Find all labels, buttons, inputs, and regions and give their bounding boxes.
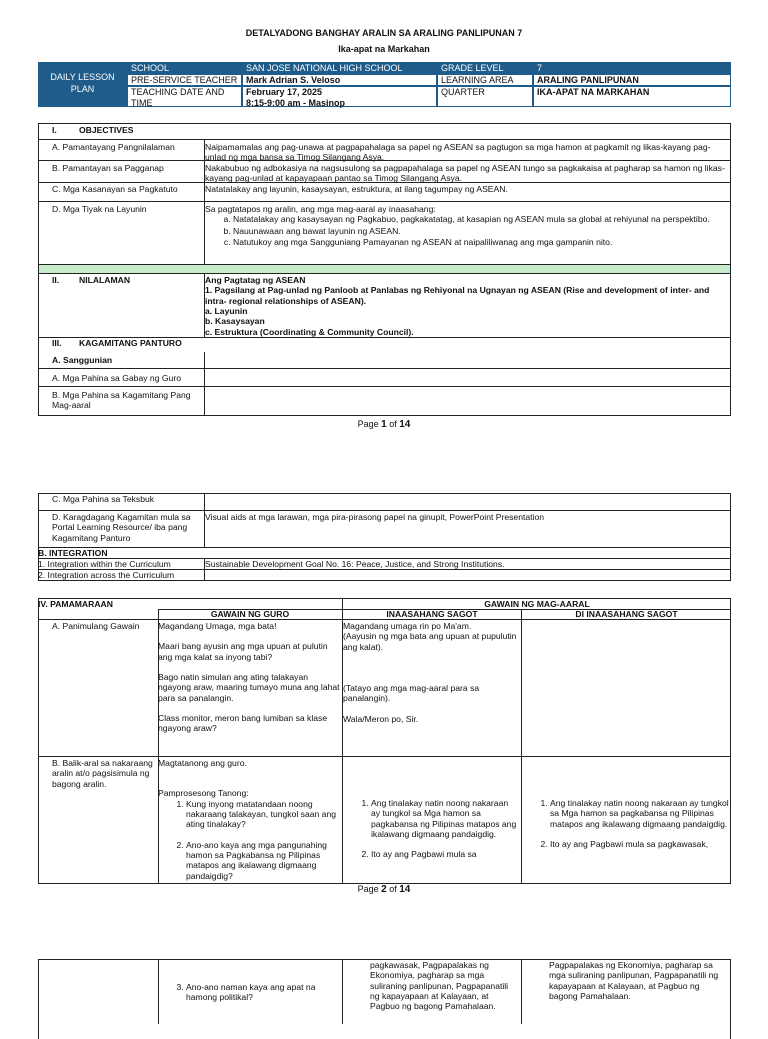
area-label: LEARNING AREA (437, 74, 533, 86)
karagdagang-label: D. Karagdagang Kagamitan mula sa Portal Learning Resource/ iba pang Kagamitang Panturo (52, 512, 191, 543)
obj-c-value: Natatalakay ang layunin, kasaysayan, estruktura, at ilang tagumpay ng ASEAN. (205, 184, 508, 194)
guro-tanong: Pamprosesong Tanong: (158, 788, 249, 799)
list-item: 2. Ano-ano kaya ang mga pangunahing hamon sa Pagkabansa ng Pilipinas matapos ang ikalawang digmaang pandaigdig? (186, 840, 341, 881)
list-item: c. Natutukoy ang mga Sangguniang Pamayanan ng ASEAN at naipaliliwanag ang mga gampanin nito. (233, 237, 727, 247)
grade-value: 7 (533, 62, 731, 74)
guro-line: Maari bang ayusin ang mga upuan at pulutin ang mga kalat sa inyong tabi? (158, 641, 328, 662)
sagot-line: Wala/Meron po, Sir. (343, 713, 419, 724)
page-total: 14 (399, 419, 411, 430)
guro-intro: Magtatanong ang guro. (158, 758, 247, 768)
page3-di: Pagpapalakas ng Ekonomiya, pagharap sa mga suliraning panlipunan, Pagpapanatili ng kapayapaan at Kalayaan, at Pagbuo ng bagong Pamahalaan. (549, 960, 719, 1001)
objectives-heading: OBJECTIVES (79, 125, 134, 135)
nilalaman-content (205, 275, 727, 337)
area-value: ARALING PANLIPUNAN (533, 74, 731, 86)
page-num: 1 (381, 419, 387, 430)
nilalaman-line4: b. Kasaysayan (205, 316, 265, 327)
nilalaman-line2: 1. Pagsilang at Pag-unlad ng Panloob at Panlabas ng Rehiyonal na Ugnayan ng ASEAN (Rise and development of inter- and intra- regional relationships of ASEAN). (205, 285, 710, 306)
panimulang-guro (158, 621, 341, 734)
objectives-num: I. (52, 125, 57, 135)
nilalaman-line3: a. Layunin (205, 305, 248, 316)
nilalaman-heading: NILALAMAN (79, 275, 131, 285)
school-value: SAN JOSE NATIONAL HIGH SCHOOL (242, 62, 437, 74)
integration-heading: B. INTEGRATION (38, 548, 108, 558)
date-value: February 17, 2025 (246, 87, 323, 97)
guro-line: Class monitor, meron bang lumiban sa klase ngayong araw? (158, 712, 328, 734)
page-of: of (386, 884, 400, 894)
nilalaman-line1: Ang Pagtatag ng ASEAN (205, 275, 306, 285)
page-of: of (386, 419, 400, 429)
doc-title: DETALYADONG BANGHAY ARALIN SA ARALING PANLIPUNAN 7 (245, 28, 523, 38)
teksbuk-label: C. Mga Pahina sa Teksbuk (52, 494, 155, 504)
list-item: 3. Ano-ano naman kaya ang apat na hamong politikal? (186, 982, 341, 1003)
date-label: TEACHING DATE AND TIME (127, 86, 242, 107)
guro-questions-cont (158, 982, 341, 1003)
teacher-value: Mark Adrian S. Veloso (242, 74, 437, 86)
page3-sagot: pagkawasak, Pagpapalakas ng Ekonomiya, pagharap sa mga suliraning panlipunan, Pagpapanatili ng kapayapaan at Kalayaan, at Pagbuo ng bagong Pamahalaan. (370, 960, 509, 1012)
obj-d-label: D. Mga Tiyak na Layunin (52, 204, 147, 214)
list-item: 2. Ito ay ang Pagbawi mula sa pagkawasak, (550, 839, 729, 849)
obj-d-intro: Sa pagtatapos ng aralin, ang mga mag-aaral ay inaasahang: (205, 204, 436, 214)
quarter-value: IKA-APAT NA MARKAHAN (533, 86, 731, 107)
guro-line: Bago natin simulan ang ating talakayan ngayong araw, maaring tumayo muna ang lahat para sa panalangin. (158, 671, 340, 703)
teacher-label: PRE-SERVICE TEACHER (127, 74, 242, 86)
sagot-line: (Tatayo ang mga mag-aaral para sa panalangin). (343, 682, 480, 704)
page-num: 2 (381, 884, 387, 895)
quarter-label: QUARTER (437, 86, 533, 107)
pamamaraan-heading: IV. PAMAMARAAN (38, 599, 113, 609)
kagamitan-label: B. Mga Pahina sa Kagamitang Pang Mag-aaral (52, 390, 191, 411)
obj-a-value: Naipamamalas ang pag-unawa at pagpapahalaga sa papel ng ASEAN sa pagtugon sa mga hamon at pagkamit ng likas-kayang pag-unlad ng mga bansa sa Timog Silangang Asya. (205, 142, 711, 163)
integration-within-label: 1. Integration within the Curriculum (38, 559, 171, 569)
kagamitan-num: III. (52, 338, 62, 348)
list-item: 1. Kung inyong matatandaan noong nakaraang talakayan, tungkol saan ang ating tinalakay? (186, 799, 341, 830)
gawain-guro-heading: GAWAIN NG GURO (210, 609, 290, 619)
list-item: 1. Ang tinalakay natin noong nakaraan ay tungkol sa Mga hamon sa pagkabansa ng Pilipinas matapos ang ikalawang digmaang pandaigdig. (550, 798, 729, 829)
obj-c-label: C. Mga Kasanayan sa Pagkatuto (52, 184, 178, 194)
obj-a-label: A. Pamantayang Pangnilalaman (52, 142, 175, 152)
panimulang-label: A. Panimulang Gawain (52, 621, 140, 631)
kagamitan-heading: KAGAMITANG PANTURO (79, 338, 182, 348)
list-item: a. Natatalakay ang kasaysayan ng Pagkabuo, pagkakatatag, at kasapian ng ASEAN mula sa global at rehiyunal na perspektibo. (233, 214, 727, 224)
obj-b-value: Nakabubuo ng adbokasiya na nagsusulong sa pagpapahalaga sa papel ng ASEAN tungo sa pagkakaisa at pagharap sa hamon ng likas-kayang pag-unlad at kapayapaan pantao sa Timog Silangang Asya. (205, 163, 725, 184)
di-list (522, 798, 729, 849)
page-number-2 (0, 884, 768, 896)
daily-lesson-plan-label (38, 62, 127, 107)
nilalaman-line5: c. Estruktura (Coordinating & Community Council). (205, 326, 414, 337)
balik-aral-sagot (343, 798, 519, 860)
nilalaman-num: II. (52, 275, 60, 285)
list-item: 2. Ito ay ang Pagbawi mula sa (371, 849, 519, 859)
inaasahang-heading: INAASAHANG SAGOT (386, 609, 478, 619)
integration-within-value: Sustainable Development Goal No. 16: Peace, Justice, and Strong Institutions. (205, 559, 505, 569)
green-divider (39, 264, 730, 273)
sanggunian-label: A. Sanggunian (52, 355, 113, 365)
balik-aral-text: B. Balik-aral sa nakaraang aralin at/o pagsisimula ng bagong aralin. (52, 758, 153, 789)
obj-d-content (205, 204, 727, 247)
date-value-cell (242, 86, 437, 107)
integration-across-label: 2. Integration across the Curriculum (38, 570, 175, 580)
sagot-line: Magandang umaga rin po Ma'am. (343, 621, 472, 631)
page-prefix: Page (357, 419, 382, 429)
panimulang-sagot (343, 621, 519, 724)
balik-aral-guro (158, 758, 341, 881)
guro-questions (158, 799, 341, 881)
balik-aral-di (522, 798, 729, 849)
list-item: b. Nauunawaan ang bawat layunin ng ASEAN. (233, 226, 727, 236)
sagot-line: (Aayusin ng mga bata ang upuan at pupulutin ang kalat). (343, 631, 517, 652)
balik-aral-label (52, 758, 157, 789)
page-prefix: Page (357, 884, 382, 894)
gawain-mag-aaral-heading: GAWAIN NG MAG-AARAL (484, 599, 590, 609)
school-label: SCHOOL (127, 62, 242, 74)
di-inaasahang-heading: DI INAASAHANG SAGOT (575, 609, 678, 619)
obj-b-label: B. Pamantayan sa Pagganap (52, 163, 164, 173)
sagot-list (343, 798, 519, 860)
page-total: 14 (399, 884, 411, 895)
grade-label: GRADE LEVEL (437, 62, 533, 74)
page-number-1 (0, 419, 768, 431)
doc-subtitle: Ika-apat na Markahan (338, 44, 430, 54)
time-value: 8:15-9:00 am - Masinop (246, 97, 346, 108)
page3-guro (158, 982, 341, 1003)
daily-lesson-plan-text: DAILY LESSON PLAN (50, 72, 115, 94)
karagdagang-value: Visual aids at mga larawan, mga pira-pirasong papel na ginupit, PowerPoint Presentation (205, 512, 545, 522)
guro-line: Magandang Umaga, mga bata! (158, 621, 277, 631)
list-item: 1. Ang tinalakay natin noong nakaraan ay tungkol sa Mga hamon sa pagkabansa ng Pilipinas matapos ang ikalawang digmaang pandaigdig. (371, 798, 519, 839)
obj-d-list (205, 214, 727, 247)
gabay-label: A. Mga Pahina sa Gabay ng Guro (52, 373, 181, 383)
